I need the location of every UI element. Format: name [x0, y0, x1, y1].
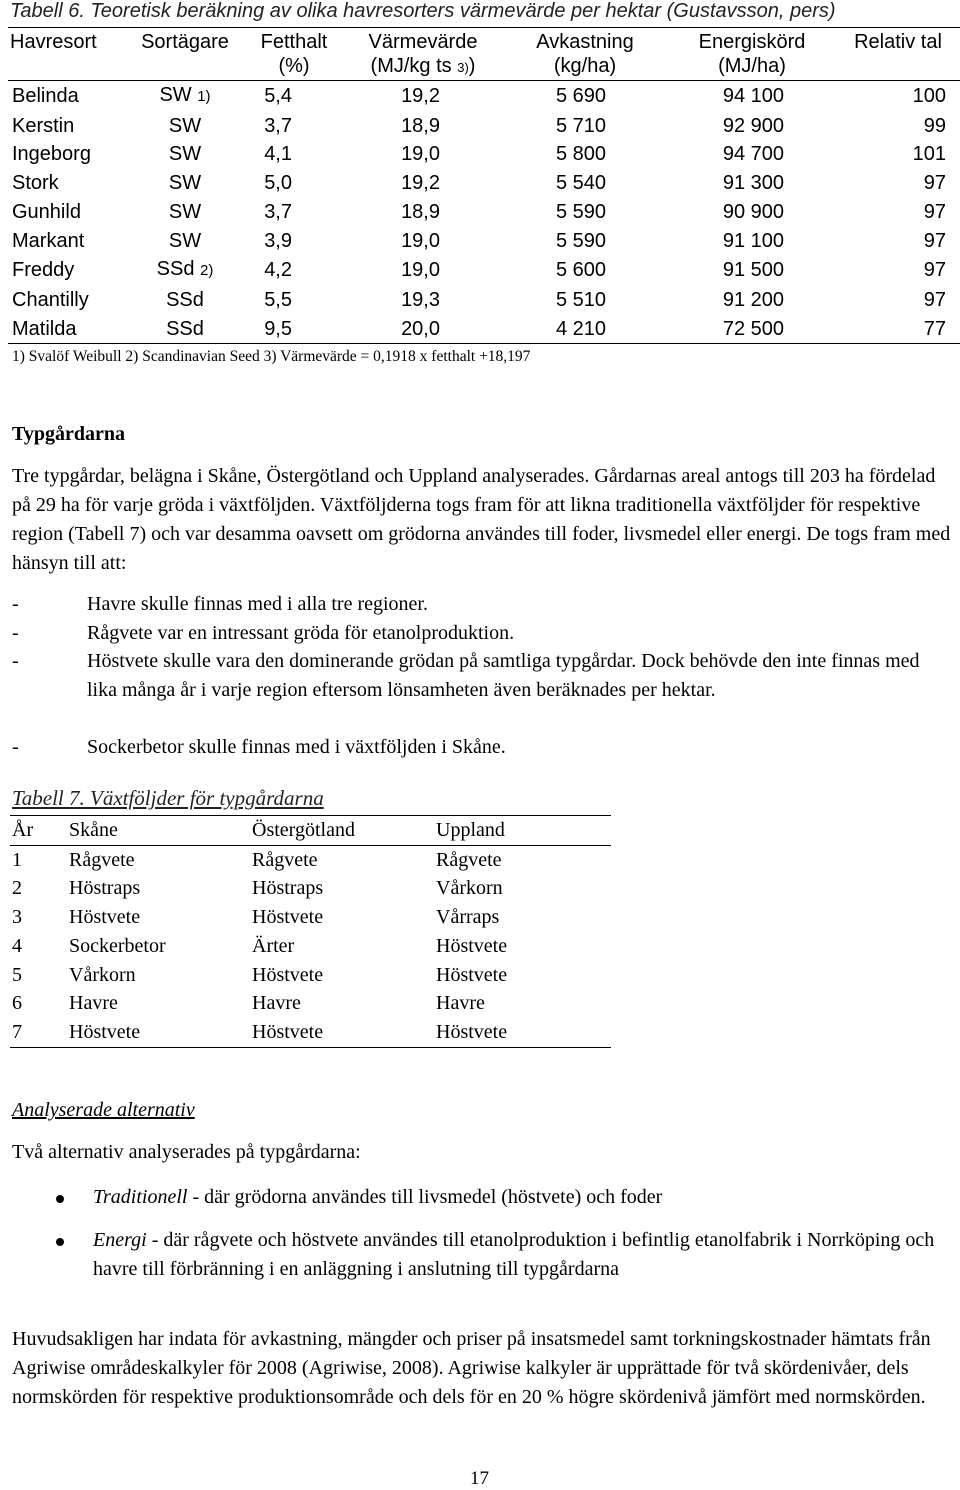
table6-header-heat: Värmevärde (MJ/kg ts 3))	[368, 31, 478, 77]
cell-yield: 5 600	[555, 259, 606, 282]
cell-skane: Havre	[69, 992, 118, 1015]
cell-heat: 19,0	[401, 229, 440, 252]
cell-relative: 99	[923, 114, 946, 137]
table6-header-yield: Avkastning (kg/ha)	[536, 31, 634, 77]
cell-yield: 5 510	[555, 288, 606, 311]
table-row	[10, 845, 611, 874]
cell-sort: Freddy	[12, 259, 75, 282]
cell-owner: SSd	[126, 315, 244, 344]
table7-caption: Tabell 7. Växtföljder för typgårdarna	[12, 786, 324, 810]
cell-owner: SSd	[166, 288, 204, 311]
cell-energy: 72 500	[668, 315, 836, 344]
cell-relative: 97	[923, 229, 946, 252]
cell-relative: 100	[836, 81, 960, 112]
cell-relative: 97	[923, 172, 946, 195]
table6-caption: Tabell 6. Teoretisk beräkning av olika havresorters värmevärde per hektar (Gustavsson, pers)	[10, 0, 836, 22]
cell-year: 2	[12, 877, 22, 900]
table6	[8, 27, 960, 344]
cell-heat: 18,9	[401, 114, 440, 137]
cell-sort: Stork	[12, 172, 59, 195]
cell-uppland: Höstvete	[436, 934, 508, 957]
table-row	[8, 169, 960, 198]
cell-heat: 18,9	[401, 200, 440, 223]
cell-yield: 5 710	[555, 114, 606, 137]
table-row	[10, 932, 611, 961]
cell-year: 3	[12, 906, 22, 929]
cell-fat: 3,9	[264, 229, 292, 252]
cell-year: 7	[10, 1018, 69, 1047]
cell-ostergotland: Havre	[252, 992, 301, 1015]
cell-uppland: Vårraps	[436, 906, 500, 929]
bullet-icon	[56, 1195, 64, 1203]
cell-yield: 5 800	[555, 143, 606, 166]
table7-header-skane: Skåne	[69, 816, 252, 846]
table-row	[8, 81, 960, 112]
cell-year: 6	[12, 992, 22, 1015]
analys-paragraph: Huvudsakligen har indata för avkastning, mängder och priser på insatsmedel samt torkningskostnader hämtats från Agriwise områdeskalkyler för 2008 (Agriwise, 2008). Agriwise kalkyler är upprättade för två skördenivåer, dels normskörden för respektive produktionsområde och dels för en 20 % högre skördenivå jämfört med normskörden.	[12, 1328, 931, 1408]
cell-energy: 91 300	[722, 172, 784, 195]
cell-fat: 9,5	[244, 315, 344, 344]
table6-header-relative: Relativ tal	[854, 31, 942, 53]
cell-year: 4	[12, 934, 22, 957]
cell-owner: SW	[168, 229, 202, 252]
cell-sort: Belinda	[8, 81, 126, 112]
cell-relative: 77	[836, 315, 960, 344]
cell-skane: Höstraps	[69, 877, 141, 900]
table-row	[8, 286, 960, 315]
cell-skane: Sockerbetor	[69, 934, 166, 957]
cell-ostergotland: Höstraps	[252, 877, 324, 900]
cell-yield: 5 690	[502, 81, 668, 112]
table7-header-row	[10, 816, 611, 846]
table7	[10, 815, 611, 1048]
page-number: 17	[470, 1468, 489, 1489]
cell-heat: 19,0	[401, 143, 440, 166]
cell-yield: 5 590	[555, 200, 606, 223]
table6-header-energy: Energiskörd (MJ/ha)	[698, 31, 806, 77]
table7-header-year: År	[10, 816, 69, 846]
cell-ostergotland: Höstvete	[252, 1018, 436, 1047]
cell-fat: 5,5	[264, 288, 292, 311]
cell-ostergotland: Höstvete	[252, 963, 324, 986]
table-row	[8, 315, 960, 344]
cell-skane: Vårkorn	[69, 963, 136, 986]
cell-energy: 90 900	[722, 200, 784, 223]
table-row	[10, 961, 611, 990]
cell-sort: Chantilly	[12, 288, 89, 311]
cell-heat: 19,2	[401, 172, 440, 195]
cell-relative: 97	[923, 259, 946, 282]
table7-header-uppland: Uppland	[436, 816, 611, 846]
cell-ostergotland: Ärter	[252, 934, 295, 957]
cell-ostergotland: Höstvete	[252, 906, 324, 929]
section-heading-analyserade-alternativ: Analyserade alternativ	[12, 1099, 195, 1121]
table6-body	[8, 81, 960, 344]
cell-sort: Markant	[12, 229, 85, 252]
cell-year: 1	[12, 848, 22, 871]
cell-uppland: Rågvete	[436, 848, 502, 871]
table-row	[10, 1018, 611, 1047]
cell-owner: SW	[168, 114, 202, 137]
table-row	[10, 874, 611, 903]
cell-uppland: Vårkorn	[436, 877, 503, 900]
cell-sort: Matilda	[8, 315, 126, 344]
bullet-icon	[56, 1238, 64, 1246]
cell-fat: 5,4	[244, 81, 344, 112]
table-row	[8, 198, 960, 227]
cell-sort: Ingeborg	[12, 143, 91, 166]
cell-energy: 92 900	[722, 114, 784, 137]
table-row	[10, 903, 611, 932]
cell-uppland: Höstvete	[436, 1018, 611, 1047]
cell-fat: 3,7	[264, 114, 292, 137]
cell-yield: 5 590	[555, 229, 606, 252]
table-row	[8, 227, 960, 256]
cell-owner: SSd 2)	[156, 258, 214, 281]
table6-header-owner: Sortägare	[141, 31, 229, 53]
cell-uppland: Höstvete	[436, 963, 508, 986]
cell-energy: 94 700	[722, 143, 784, 166]
cell-skane: Höstvete	[69, 906, 141, 929]
cell-skane: Rågvete	[69, 848, 135, 871]
table6-header-row	[8, 28, 960, 81]
cell-energy: 91 500	[722, 259, 784, 282]
cell-relative: 97	[923, 200, 946, 223]
cell-owner: SW	[168, 200, 202, 223]
typgardarna-paragraph: Tre typgårdar, belägna i Skåne, Östergötland och Uppland analyserades. Gårdarnas areal antogs till 203 ha fördelad på 29 ha för varje gröda i växtföljden. Växtföljderna togs fram för att likna traditionella växtföljder för respektive region (Tabell 7) och var desamma oavsett om grödorna användes till foder, livsmedel eller energi. De togs fram med hänsyn till att:	[12, 465, 951, 574]
cell-heat: 19,2	[344, 81, 502, 112]
table7-header-ostergotland: Östergötland	[252, 816, 436, 846]
analys-intro: Två alternativ analyserades på typgårdarna:	[12, 1141, 361, 1163]
cell-energy: 91 100	[722, 229, 784, 252]
cell-yield: 5 540	[555, 172, 606, 195]
cell-fat: 5,0	[264, 172, 292, 195]
cell-uppland: Havre	[436, 992, 485, 1015]
table6-header-fat: Fetthalt (%)	[260, 31, 328, 77]
table-row	[8, 140, 960, 169]
cell-relative: 97	[923, 288, 946, 311]
cell-fat: 3,7	[264, 200, 292, 223]
cell-sort: Kerstin	[12, 114, 75, 137]
cell-year: 5	[12, 963, 22, 986]
cell-owner: SW 1)	[126, 81, 244, 112]
cell-fat: 4,1	[264, 143, 292, 166]
cell-heat: 19,3	[401, 288, 440, 311]
table7-body	[10, 845, 611, 1047]
cell-energy: 91 200	[722, 288, 784, 311]
cell-heat: 19,0	[401, 259, 440, 282]
cell-sort: Gunhild	[12, 200, 81, 223]
cell-relative: 101	[912, 143, 946, 166]
cell-ostergotland: Rågvete	[252, 848, 318, 871]
section-heading-typgardarna: Typgårdarna	[12, 423, 125, 445]
table-row	[10, 989, 611, 1018]
cell-skane: Höstvete	[69, 1018, 252, 1047]
cell-heat: 20,0	[344, 315, 502, 344]
cell-yield: 4 210	[502, 315, 668, 344]
cell-owner: SW	[168, 172, 202, 195]
table6-header-sort: Havresort	[10, 31, 97, 53]
cell-owner: SW	[168, 143, 202, 166]
cell-energy: 94 100	[668, 81, 836, 112]
cell-fat: 4,2	[264, 259, 292, 282]
table-row	[8, 112, 960, 141]
table6-footnote: 1) Svalöf Weibull 2) Scandinavian Seed 3) Värmevärde = 0,1918 x fetthalt +18,197	[12, 348, 531, 365]
table-row	[8, 255, 960, 286]
